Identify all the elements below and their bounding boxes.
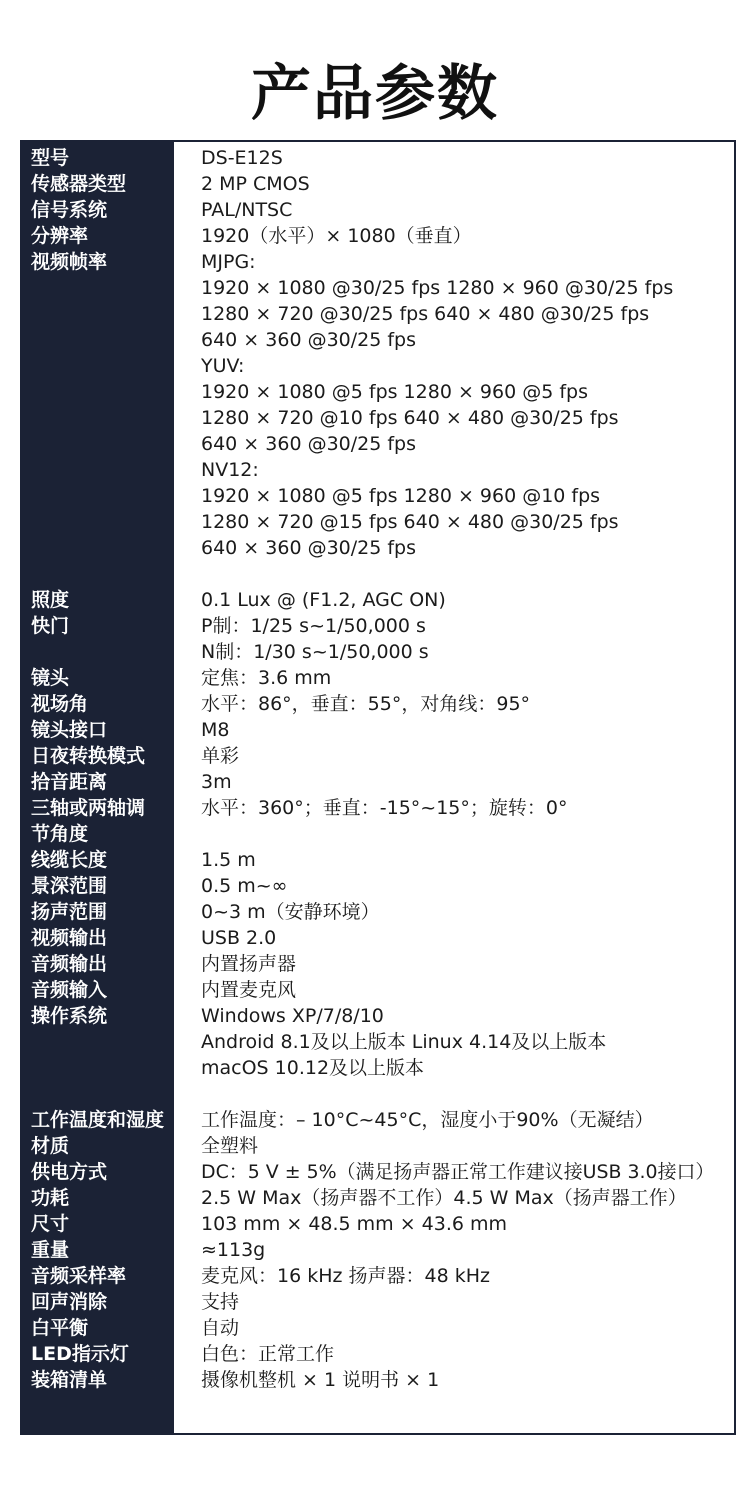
value-echo-cancel: 支持: [201, 1291, 240, 1313]
label-os: 操作系统: [31, 1005, 108, 1027]
value-frame-rate-line: 1920 × 1080 @30/25 fps 1280 × 960 @30/25 fps: [201, 277, 674, 299]
label-lens: 镜头: [31, 667, 70, 689]
value-frame-rate-line: 1280 × 720 @15 fps 640 × 480 @30/25 fps: [201, 511, 619, 533]
value-power-consumption: 2.5 W Max（扬声器不工作）4.5 W Max（扬声器工作）: [201, 1187, 687, 1209]
value-package-list: 摄像机整机 × 1 说明书 × 1: [201, 1369, 440, 1391]
value-shutter-ntsc: N制：1/30 s~1/50,000 s: [201, 641, 429, 663]
value-sensor-type: 2 MP CMOS: [201, 173, 310, 195]
value-video-output: USB 2.0: [201, 927, 277, 949]
label-dimensions: 尺寸: [31, 1213, 70, 1235]
value-signal-system: PAL/NTSC: [201, 199, 293, 221]
value-day-night-mode: 单彩: [201, 745, 240, 767]
value-frame-rate-line: 640 × 360 @30/25 fps: [201, 329, 417, 351]
value-audio-output: 内置扬声器: [201, 953, 297, 975]
value-os-macos: macOS 10.12及以上版本: [201, 1057, 425, 1079]
value-sample-rate: 麦克风：16 kHz 扬声器：48 kHz: [201, 1265, 490, 1287]
value-pickup-distance: 3m: [201, 771, 232, 793]
value-temp-humidity: 工作温度：– 10°C~45°C，湿度小于90%（无凝结）: [201, 1109, 654, 1131]
page-title: 产品参数: [251, 59, 499, 129]
label-day-night-mode: 日夜转换模式: [31, 745, 146, 767]
label-audio-output: 音频输出: [31, 953, 108, 975]
label-weight: 重量: [31, 1239, 70, 1261]
label-column: [22, 142, 174, 1433]
value-audio-input: 内置麦克风: [201, 979, 297, 1001]
value-os-android-linux: Android 8.1及以上版本 Linux 4.14及以上版本: [201, 1031, 607, 1053]
value-resolution: 1920（水平）× 1080（垂直）: [201, 225, 472, 247]
value-lens: 定焦：3.6 mm: [201, 667, 332, 689]
value-dimensions: 103 mm × 48.5 mm × 43.6 mm: [201, 1213, 508, 1235]
label-power-consumption: 功耗: [31, 1187, 70, 1209]
value-lens-mount: M8: [201, 719, 230, 741]
label-power-supply: 供电方式: [31, 1161, 108, 1183]
value-frame-rate-mjpg: MJPG:: [201, 251, 256, 273]
label-model: 型号: [31, 147, 70, 169]
value-frame-rate-line: 640 × 360 @30/25 fps: [201, 433, 417, 455]
value-frame-rate-line: 1920 × 1080 @5 fps 1280 × 960 @10 fps: [201, 485, 601, 507]
label-audio-input: 音频输入: [31, 979, 108, 1001]
label-signal-system: 信号系统: [31, 199, 108, 221]
label-cable-length: 线缆长度: [31, 849, 108, 871]
label-speaker-range: 扬声范围: [31, 901, 108, 923]
value-power-supply: DC：5 V ± 5%（满足扬声器正常工作建议接USB 3.0接口）: [201, 1161, 715, 1183]
value-frame-rate-line: 1920 × 1080 @5 fps 1280 × 960 @5 fps: [201, 381, 588, 403]
value-shutter-pal: P制：1/25 s~1/50,000 s: [201, 615, 426, 637]
label-lens-mount: 镜头接口: [31, 719, 108, 741]
spec-table: [20, 140, 736, 1435]
label-resolution: 分辨率: [31, 225, 89, 247]
value-white-balance: 自动: [201, 1317, 240, 1339]
label-illumination: 照度: [31, 589, 70, 611]
label-shutter: 快门: [31, 615, 70, 637]
label-package-list: 装箱清单: [31, 1369, 108, 1391]
label-temp-humidity: 工作温度和湿度: [31, 1109, 165, 1131]
label-material: 材质: [31, 1135, 70, 1157]
label-echo-cancel: 回声消除: [31, 1291, 108, 1313]
label-axis-adjust-cont: 节角度: [31, 823, 89, 845]
value-model: DS-E12S: [201, 147, 283, 169]
value-field-of-view: 水平：86°，垂直：55°，对角线：95°: [201, 693, 531, 715]
label-led-indicator: LED指示灯: [31, 1343, 129, 1365]
label-white-balance: 白平衡: [31, 1317, 89, 1339]
value-frame-rate-line: 640 × 360 @30/25 fps: [201, 537, 417, 559]
label-sensor-type: 传感器类型: [31, 173, 127, 195]
value-illumination: 0.1 Lux @ (F1.2, AGC ON): [201, 589, 446, 611]
label-pickup-distance: 拾音距离: [31, 771, 108, 793]
label-video-output: 视频输出: [31, 927, 108, 949]
label-axis-adjust: 三轴或两轴调: [31, 797, 146, 819]
value-axis-adjust: 水平：360°；垂直：-15°~15°；旋转：0°: [201, 797, 568, 819]
label-field-of-view: 视场角: [31, 693, 89, 715]
value-material: 全塑料: [201, 1135, 259, 1157]
value-cable-length: 1.5 m: [201, 849, 256, 871]
label-sample-rate: 音频采样率: [31, 1265, 127, 1287]
label-depth-of-field: 景深范围: [31, 875, 108, 897]
value-speaker-range: 0~3 m（安静环境）: [201, 901, 380, 923]
value-led-indicator: 白色：正常工作: [201, 1343, 335, 1365]
value-frame-rate-line: 1280 × 720 @10 fps 640 × 480 @30/25 fps: [201, 407, 619, 429]
value-depth-of-field: 0.5 m~∞: [201, 875, 288, 897]
value-frame-rate-nv12: NV12:: [201, 459, 259, 481]
value-os-windows: Windows XP/7/8/10: [201, 1005, 384, 1027]
value-frame-rate-yuv: YUV:: [201, 355, 245, 377]
value-column: [174, 142, 734, 1433]
label-frame-rate: 视频帧率: [31, 251, 108, 273]
value-frame-rate-line: 1280 × 720 @30/25 fps 640 × 480 @30/25 fps: [201, 303, 650, 325]
value-weight: ≈113g: [201, 1239, 266, 1261]
